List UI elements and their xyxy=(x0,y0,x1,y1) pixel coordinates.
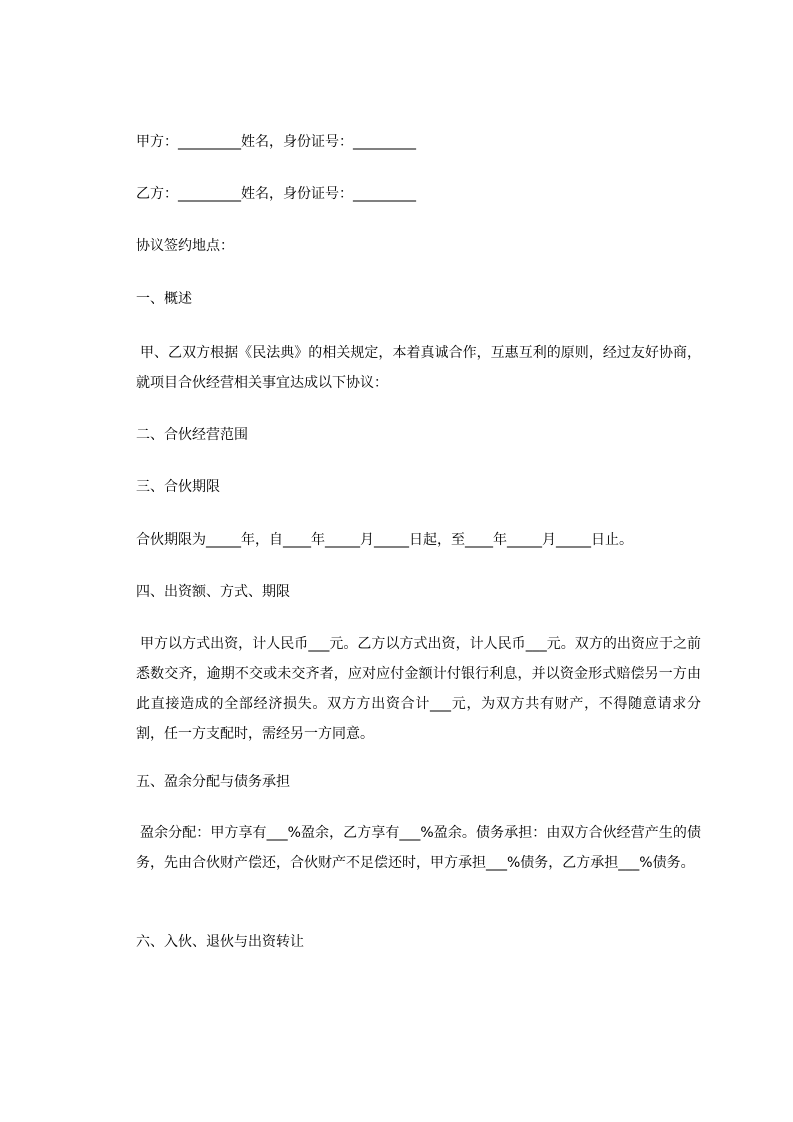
section6-title: 六、入伙、退伙与出资转让 xyxy=(136,934,304,950)
party-a-line: 甲方：_________姓名，身份证号：_________ xyxy=(136,134,416,150)
section3-title: 三、合伙期限 xyxy=(136,479,220,495)
section4-title: 四、出资额、方式、期限 xyxy=(136,584,290,600)
signing-place-line: 协议签约地点： xyxy=(136,238,234,254)
section1-body: 甲、乙双方根据《民法典》的相关规定，本着真诚合作，互惠互利的原则，经过友好协商，就项目合伙经营相关事宜达成以下协议： xyxy=(136,345,701,391)
section2-title: 二、合伙经营范围 xyxy=(136,427,248,443)
section4-body: 甲方以方式出资，计人民币___元。乙方以方式出资，计人民币___元。双方的出资应于之前悉数交齐，逾期不交或未交齐者，应对应付金额计付银行利息，并以资金形式赔偿另一方由此直接造成的全部经济损失。双方方出资合计___元，为双方共有财产，不得随意请求分割，任一方支配时，需经另一方同意。 xyxy=(136,636,701,742)
section5-body: 盈余分配：甲方享有___%盈余，乙方享有___%盈余。债务承担：由双方合伙经营产生的债务，先由合伙财产偿还，合伙财产不足偿还时，甲方承担___%债务，乙方承担___%债务。 xyxy=(136,825,701,871)
section1-title: 一、概述 xyxy=(136,291,192,307)
section5-title: 五、盈余分配与债务承担 xyxy=(136,774,290,790)
party-b-line: 乙方：_________姓名，身份证号：_________ xyxy=(136,186,416,202)
section3-body: 合伙期限为_____年，自____年_____月_____日起，至____年_____月_____日止。 xyxy=(136,532,633,548)
